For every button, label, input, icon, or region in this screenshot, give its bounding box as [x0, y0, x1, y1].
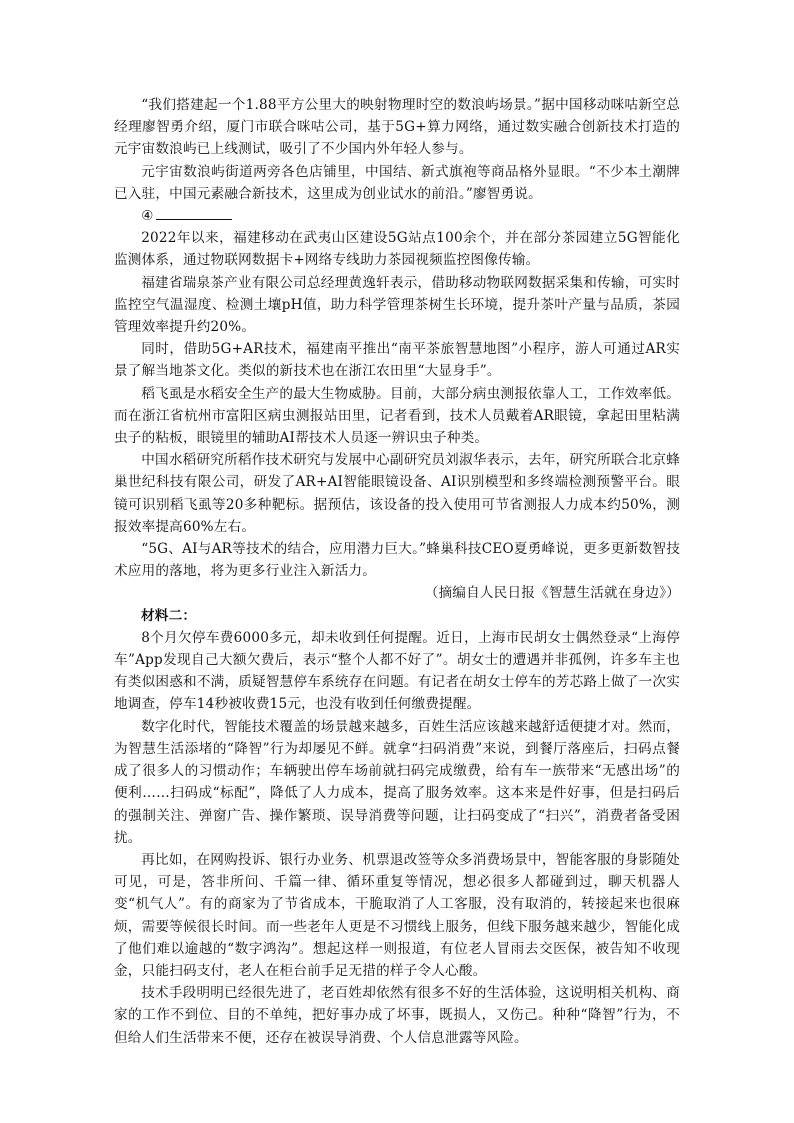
- blank-question-marker: [114, 205, 680, 227]
- paragraph: 中国水稻研究所稻作技术研究与发展中心副研究员刘淑华表示，去年，研究所联合北京蜂巢世纪科技有限公司，研发了AR+AI智能眼镜设备、AI识别模型和多终端检测预警平台。眼镜可识别稻飞虱等20多种靶标。据预估，该设备的投入使用可节省测报人力成本约50%，测报效率提高60%左右。: [114, 452, 680, 535]
- paragraph: 技术手段明明已经很先进了，老百姓却依然有很多不好的生活体验，这说明相关机构、商家的工作不到位、目的不单纯，把好事办成了坏事，既损人，又伤己。种种“降智”行为，不但给人们生活带来不便，还存在被误导消费、个人信息泄露等风险。: [114, 985, 680, 1046]
- paragraph: 2022年以来，福建移动在武夷山区建设5G站点100余个，并在部分茶园建立5G智能化监测体系，通过物联网数据卡+网络专线助力茶园视频监控图像传输。: [114, 230, 680, 269]
- section-heading: 材料二：: [141, 607, 197, 624]
- blank-label: ④: [141, 208, 154, 225]
- paragraph: 再比如，在网购投诉、银行办业务、机票退改签等众多消费场景中，智能客服的身影随处可见，可是，答非所问、千篇一律、循环重复等情况，想必很多人都碰到过，聊天机器人变“机气人”。有的商家为了节省成本，干脆取消了人工客服，没有取消的，转接起来也很麻烦，需要等候很长时间。而一些老年人更是不习惯线上服务，但线下服务越来越少，智能化成了他们难以逾越的“数字鸿沟”。想起这样一则报道，有位老人冒雨去交医保，被告知不收现金，只能扫码支付，老人在柜台前手足无措的样子令人心酸。: [114, 851, 680, 979]
- paragraph: 同时，借助5G+AR技术，福建南平推出“南平茶旅智慧地图”小程序，游人可通过AR实景了解当地茶文化。类似的新技术也在浙江农田里“大显身手”。: [114, 341, 680, 380]
- paragraph: 元宇宙数浪屿街道两旁各色店铺里，中国结、新式旗袍等商品格外显眼。“不少本土潮牌已入驻，中国元素融合新技术，这里成为创业试水的前沿。”廖智勇说。: [114, 163, 680, 202]
- paragraph: 数字化时代，智能技术覆盖的场景越来越多，百姓生活应该越来越舒适便捷才对。然而，为智慧生活添堵的“降智”行为却屡见不鲜。就拿“扫码消费”来说，到餐厅落座后，扫码点餐成了很多人的习惯动作；车辆驶出停车场前就扫码完成缴费，给有车一族带来“无感出场”的便利……扫码成“标配”，降低了人力成本，提高了服务效率。这本来是件好事，但是扫码后的强制关注、弹窗广告、操作繁琐、误导消费等问题，让扫码变成了“扫兴”，消费者备受困扰。: [114, 718, 680, 846]
- fill-in-blank-line: [156, 205, 232, 220]
- paragraph: 福建省瑞泉茶产业有限公司总经理黄逸轩表示，借助移动物联网数据采集和传输，可实时监控空气温湿度、检测土壤pH值，助力科学管理茶树生长环境，提升茶叶产量与品质，茶园管理效率提升约20%。: [114, 274, 680, 336]
- paragraph: “我们搭建起一个1.88平方公里大的映射物理时空的数浪屿场景。”据中国移动咪咕新空总经理廖智勇介绍，厦门市联合咪咕公司，基于5G+算力网络，通过数实融合创新技术打造的元宇宙数浪屿已上线测试，吸引了不少国内外年轻人参与。: [114, 97, 680, 158]
- paragraph: 稻飞虱是水稻安全生产的最大生物威胁。目前，大部分病虫测报依靠人工，工作效率低。而在浙江省杭州市富阳区病虫测报站田里，记者看到，技术人员戴着AR眼镜，拿起田里粘满虫子的粘板，眼镜里的辅助AI帮技术人员逐一辨识虫子种类。: [114, 385, 680, 447]
- paragraph: 8个月欠停车费6000多元，却未收到任何提醒。近日，上海市民胡女士偶然登录“上海停车”App发现自己大额欠费后，表示“整个人都不好了”。胡女士的遭遇并非孤例，许多车主也有类似困惑和不满，质疑智慧停车系统存在问题。有记者在胡女士停车的芳芯路上做了一次实地调查，停车14秒被收费15元，也没有收到任何缴费提醒。: [114, 629, 680, 713]
- paragraph: “5G、AI与AR等技术的结合，应用潜力巨大。”蜂巢科技CEO夏勇峰说，更多更新数智技术应用的落地，将为更多行业注入新活力。: [114, 541, 680, 580]
- source-citation: （摘编自人民日报《智慧生活就在身边》）: [424, 585, 680, 602]
